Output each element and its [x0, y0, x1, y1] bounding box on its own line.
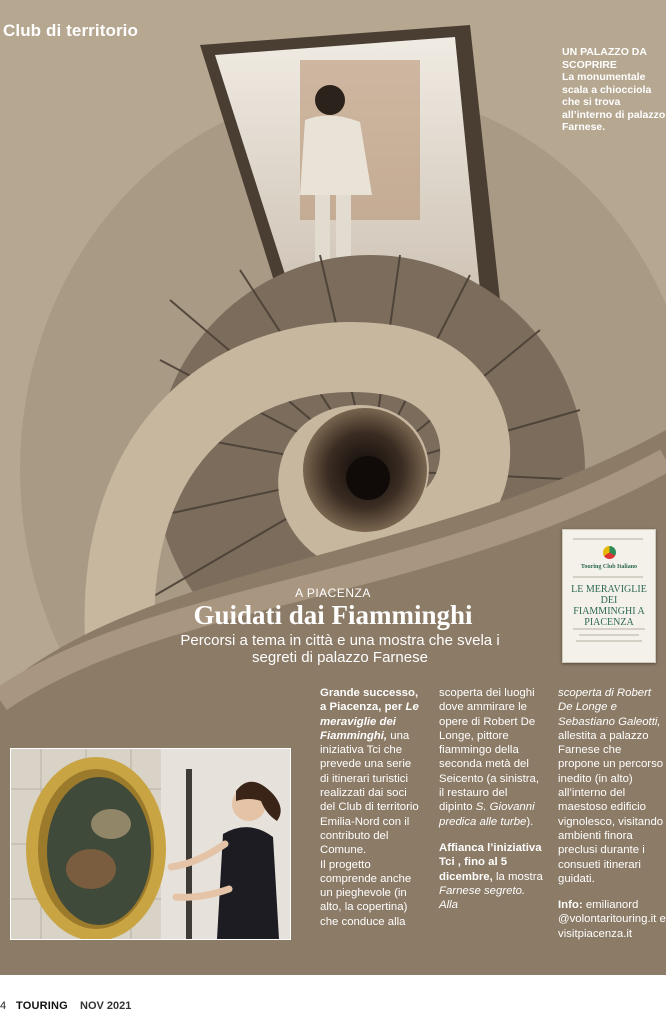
magazine-name: TOURING — [16, 1000, 68, 1012]
article-lead: Grande successo, a Piacenza, per — [320, 687, 419, 714]
article-column-1 — [320, 686, 422, 929]
brochure-rule — [576, 640, 642, 642]
photo-caption-title: UN PALAZZO DA SCOPRIRE — [562, 46, 647, 71]
page-number: 4 — [0, 1000, 7, 1012]
restoration-illustration — [11, 749, 290, 939]
article-text: allestita a palazzo Farnese che propone un percorso inedito (in alto) all’interno del maestoso edificio vignolesco, visitando ambienti finora preclusi durante i consueti itinerari guidati. — [558, 729, 664, 885]
section-label: Club di territorio — [3, 21, 138, 40]
article-text: una iniziativa Tci che prevede una serie di itinerari turistici realizzati dai soci del Club di territorio Emilia-Nord con il contributo del Comune. — [320, 729, 419, 857]
article-headline: Guidati dai Fiamminghi — [193, 600, 473, 630]
brochure-rule — [573, 538, 643, 540]
initiative-title: Le meraviglie dei Fiamminghi, — [320, 701, 419, 742]
article-text: scoperta dei luoghi dove ammirare le opere di Robert De Longe, pittore fiammingo della seconda metà del Seicento (a sinistra, il restauro del dipinto — [439, 687, 540, 814]
issue-date: NOV 2021 — [80, 1000, 132, 1012]
article-text: Il progetto comprende anche un pieghevole (in alto, la copertina) che conduce alla — [320, 858, 412, 928]
brochure-brand: Touring Club Italiano — [580, 564, 638, 570]
photo-caption — [562, 46, 666, 134]
exhibition-title-continued: scoperta di Robert De Longe e Sebastiano Galeotti, — [558, 687, 661, 728]
article-deck: Percorsi a tema in città e una mostra che svela i segreti di palazzo Farnese — [180, 632, 500, 666]
brochure-rule — [573, 576, 643, 578]
info-contacts: emilianord @volontaritouring.it e visitpiacenza.it — [558, 899, 666, 940]
page-footer — [0, 975, 666, 1024]
restoration-photo — [10, 748, 291, 940]
brochure-rule — [579, 634, 639, 636]
article-column-2 — [439, 686, 544, 912]
article-column-3 — [558, 686, 666, 941]
tci-logo-icon — [603, 546, 616, 559]
photo-caption-body: La monumentale scala a chiocciola che si trova all’interno di palazzo Farnese. — [562, 71, 666, 133]
article-text: ). — [526, 815, 534, 828]
info-label: Info: — [558, 899, 583, 912]
article-kicker: A PIACENZA — [295, 586, 371, 600]
exhibition-intro: Affianca l’iniziativa Tci , fino al 5 dicembre, — [439, 841, 542, 883]
painting-title: S. Giovanni predica alle turbe — [439, 801, 535, 828]
article-text: la mostra — [495, 870, 543, 883]
exhibition-title: Farnese segreto. Alla — [439, 884, 526, 912]
brochure-title: LE MERAVIGLIE DEI FIAMMINGHI A PIACENZA — [571, 584, 647, 628]
